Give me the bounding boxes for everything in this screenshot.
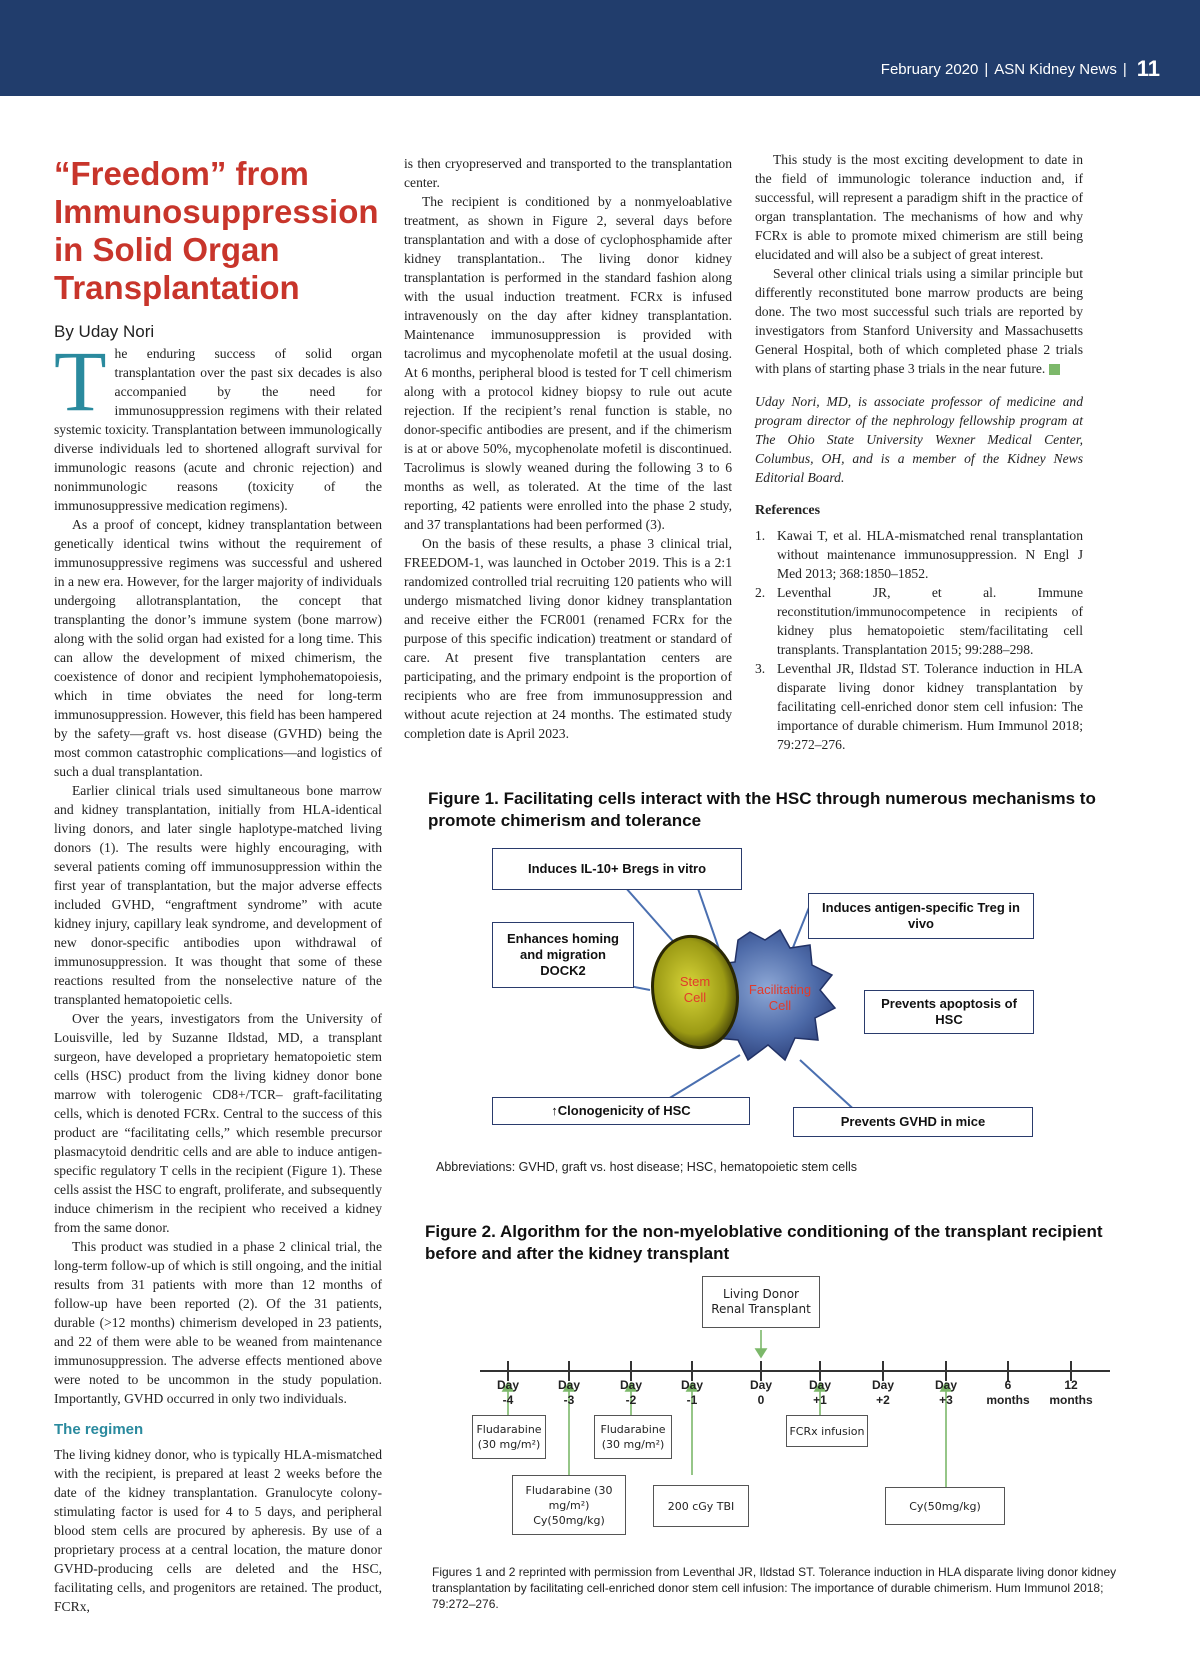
intro-paragraph: The enduring success of solid organ transplantation over the past six decades is also accompanied by the need for immunosuppression regimens with their related systemic toxicity. Transplantation between immunologically diverse individuals led to shortened allograft survival for immunologic reasons (acute and chronic rejection) and nonimmunologic reasons (toxicity of the immunosuppressive medication regimens). xyxy=(54,333,382,513)
box-clonogenicity: ↑Clonogenicity of HSC xyxy=(492,1097,750,1125)
article-title: “Freedom” from Immunosuppression in Solid Organ Transplantation xyxy=(54,155,379,306)
paragraph: Several other clinical trials using a similar principle but differently reconstituted bone marrow products are being done. The two most successful such trials are reported by investigators from Stanford University and Massachusetts General Hospital, both of which completed phase 2 trials with plans of starting phase 3 trials in the near future. xyxy=(755,266,1083,376)
header-separator: | xyxy=(984,60,989,78)
cy-day-p3-box: Cy(50mg/kg) xyxy=(885,1487,1005,1525)
paragraph: On the basis of these results, a phase 3 clinical trial, FREEDOM-1, was launched in October 2019. This is a 2:1 randomized controlled trial recruiting 120 patients who will undergo mismatched living donor kidney transplantation and receive either the FCR001 (renamed FCRx for the purpose of this specific indication) treatment or standard of care. At present five transplantation centers are participating, and the primary endpoint is the proportion of recipients who are free from immunosuppression and without acute rejection at 24 months. The estimated study completion date is April 2023. xyxy=(404,536,732,741)
arrows xyxy=(503,1330,951,1487)
figure-credit: Figures 1 and 2 reprinted with permission from Leventhal JR, Ildstad ST. Tolerance induction in HLA disparate living donor kidney transplantation by facilitating cell-enriched donor stem cell infusion: The importance of durable chimerism. Hum Immunol 2018; 79:272–276. xyxy=(432,1565,1117,1611)
facilitating-cell-label-2: Cell xyxy=(768,998,792,1013)
day-label: Day +3 xyxy=(934,1378,957,1407)
paragraph: The recipient is conditioned by a nonmyeloablative treatment, as shown in Figure 2, several days before transplantation and with a dose of cyclophosphamide after kidney transplantation.. The living donor kidney transplantation is performed in the standard fashion along with the usual induction treatment. FCRx is infused intravenously on the day after kidney transplantation. Maintenance immunosuppression is provided with tacrolimus and mycophenolate mofetil at the usual dosing. At 6 months, peripheral blood is tested for T cell chimerism along with a protocol kidney biopsy to rule out acute rejection. If the recipient’s renal function is stable, no donor-specific antibodies are present, and if the chimerism is at or above 50%, mycophenolate mofetil is discontinued. Tacrolimus is slowly weaned during the following 3 to 6 months as well, as tolerated. At the time of the last reporting, 42 patients were enrolled into the phase 2 study, and 37 transplantations had been performed (3). xyxy=(404,194,732,532)
paragraph: As a proof of concept, kidney transplantation between genetically identical twins without the requirement of immunosuppressive regimens was successful and ushered in a new era. However, for the larger majority of individuals undergoing allotransplantation, the concept that transplanting the donor’s immune system (bone marrow) along with the solid organ had existed for a long time. This can allow the development of mixed chimerism, the coexistence of donor and recipient lymphohematopoiesis, which in time obviates the need for long-term immunosuppression. However, this field has been hampered by the safety—graft vs. host disease (GVHD) being the most common catastrophic complications—and logistics of such a dual transplantation. xyxy=(54,517,382,779)
transplant-box: Living Donor Renal Transplant xyxy=(702,1276,820,1328)
day-label: 12 months xyxy=(1049,1378,1093,1407)
column-2 xyxy=(404,154,732,743)
reference-item: 3. Leventhal JR, Ildstad ST. Tolerance induction in HLA disparate living donor kidney transplantation by facilitating cell-enriched donor stem cell infusion: The importance of durable chimerism. Hum Immunol 2018; 79:272–276. xyxy=(755,661,1083,752)
fludarabine-cy-day-m3-box: Fludarabine (30 mg/m²) Cy(50mg/kg) xyxy=(512,1475,626,1535)
fludarabine-day-m4-box: Fludarabine (30 mg/m²) xyxy=(472,1415,546,1459)
facilitating-cell-label: Facilitating xyxy=(748,982,812,997)
paragraph: Earlier clinical trials used simultaneous bone marrow and kidney transplantation, initially from HLA-identical living donors, and later single haplotype-matched living donors (1). The results were highly encouraging, with several patients coming off immunosuppression within the first year of transplantation, but the major adverse effects included GVHD, “engraftment syndrome” with acute kidney injury, capillary leak syndrome, and development of new donor-specific antibodies upon withdrawal of immunosuppression. It was thought that some of these reactions resulted from the nonselective nature of the transplanted hematopoietic cells. xyxy=(54,783,382,1007)
stem-cell-label: Stem xyxy=(679,974,711,989)
day-label: Day -2 xyxy=(619,1378,642,1407)
paragraph: is then cryopreserved and transported to the transplantation center. xyxy=(404,156,732,190)
reference-item: 1. Kawai T, et al. HLA-mismatched renal transplantation without maintenance immunosuppression. N Engl J Med 2013; 368:1850–1852. xyxy=(755,528,1083,581)
box-apoptosis: Prevents apoptosis of HSC xyxy=(864,990,1034,1034)
page-number: 11 xyxy=(1136,56,1160,81)
day-label: Day -4 xyxy=(496,1378,519,1407)
page-header xyxy=(881,56,1160,82)
day-label: 6 months xyxy=(986,1378,1030,1407)
paragraph: Over the years, investigators from the University of Louisville, led by Suzanne Ildstad, MD, a transplant surgeon, have developed a proprietary hematopoietic stem cells (HSC) product from the living kidney donor bone marrow with tolerogenic CD8+/TCR– graft-facilitating cells, which is denoted FCRx. Central to the success of this product are “facilitating cells,” which resemble precursor plasmacytoid dendritic cells and are able to induce antigen-specific regulatory T cells in the recipient (Figure 1). These cells assist the HSC to engraft, proliferate, and subsequently induce chimerism in the recipient who received a kidney from the same donor. xyxy=(54,1011,382,1235)
box-treg: Induces antigen-specific Treg in vivo xyxy=(808,893,1034,939)
references-heading: References xyxy=(755,503,821,518)
day-label: Day 0 xyxy=(749,1378,772,1407)
day-label: Day -1 xyxy=(680,1378,703,1407)
column-3 xyxy=(755,150,1083,754)
box-gvhd: Prevents GVHD in mice xyxy=(793,1107,1033,1137)
figure2-caption: Figure 2. Algorithm for the non-myeloblative conditioning of the transplant recipient before and after the kidney transplant xyxy=(425,1222,1103,1263)
fludarabine-day-m2-box: Fludarabine (30 mg/m²) xyxy=(594,1415,672,1459)
tbi-box: 200 cGy TBI xyxy=(653,1485,749,1527)
subheading-regimen: The regimen xyxy=(54,1421,144,1438)
figure1-caption: Figure 1. Facilitating cells interact with the HSC through numerous mechanisms to promote chimerism and tolerance xyxy=(428,789,1096,830)
publication-name: ASN Kidney News xyxy=(994,60,1117,78)
author-bio: Uday Nori, MD, is associate professor of medicine and program director of the nephrology fellowship program at The Ohio State University Wexner Medical Center, Columbus, OH, and is a member of the Kidney News Editorial Board. xyxy=(755,394,1083,485)
day-label: Day -3 xyxy=(557,1378,580,1407)
box-homing: Enhances homing and migration DOCK2 xyxy=(492,922,634,988)
fcrx-infusion-box: FCRx infusion xyxy=(786,1415,868,1447)
issue-date: February 2020 xyxy=(880,60,979,78)
end-mark-icon xyxy=(1049,364,1060,375)
day-label: Day +1 xyxy=(808,1378,831,1407)
box-bregs: Induces IL-10+ Bregs in vitro xyxy=(492,848,742,890)
drop-cap: T xyxy=(54,333,107,429)
paragraph: This product was studied in a phase 2 clinical trial, the long-term follow-up of which is still ongoing, and the initial results from 31 patients with more than 12 months of follow-up have been reported (2). Of the 31 patients, durable (>12 months) chimerism developed in 23 patients, and 22 of them were able to be weaned from maintenance immunosuppression. The adverse effects mentioned above were noted to be uncommon in the study population. Importantly, GVHD occurred in only two individuals. xyxy=(54,1239,382,1406)
paragraph: The living kidney donor, who is typically HLA-mismatched with the recipient, is prepared at least 2 weeks before the date of the kidney transplantation. Granulocyte colony-stimulating factor is used for 4 to 5 days, and peripheral blood stem cells are procured by apheresis. By use of a proprietary process at a central location, the mature donor GVHD-producing cells are deleted and the HSC, facilitating cells, and progenitors are retained. The product, FCRx, xyxy=(54,1447,382,1614)
day-label: Day +2 xyxy=(871,1378,894,1407)
header-separator-2: | xyxy=(1122,60,1127,78)
byline: By Uday Nori xyxy=(54,322,155,341)
column-1 xyxy=(54,333,382,1616)
figure1-abbreviations: Abbreviations: GVHD, graft vs. host disease; HSC, hematopoietic stem cells xyxy=(436,1160,858,1174)
stem-cell-label-2: Cell xyxy=(683,990,707,1005)
reference-item: 2. Leventhal JR, et al. Immune reconstitution/immunocompetence in recipients of kidney plus hematopoietic stem/facilitating cell transplants. Transplantation 2015; 99:288–298. xyxy=(755,585,1083,657)
references-list xyxy=(755,526,1083,754)
paragraph: This study is the most exciting development to date in the field of immunologic tolerance induction and, if successful, will represent a paradigm shift in the practice of organ transplantation. The mechanisms of how and why FCRx is able to promote mixed chimerism are still being elucidated and will also be a subject of great interest. xyxy=(755,152,1083,262)
